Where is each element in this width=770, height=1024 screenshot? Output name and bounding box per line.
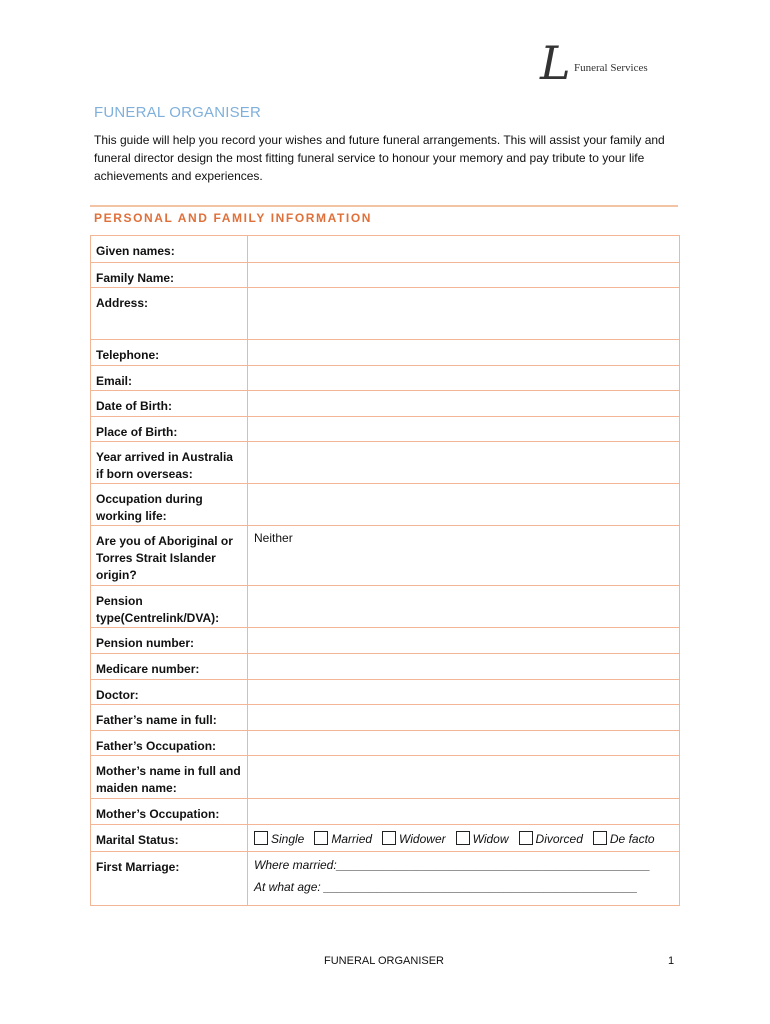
- field-label: Email:: [91, 366, 248, 391]
- given-names-field[interactable]: [248, 236, 680, 263]
- email-field[interactable]: [248, 366, 680, 391]
- table-row: [91, 484, 680, 526]
- table-row: [91, 442, 680, 484]
- place-of-birth-field[interactable]: [248, 417, 680, 442]
- pension-number-field[interactable]: [248, 628, 680, 654]
- table-row: [91, 586, 680, 628]
- field-label: Occupation during working life:: [91, 484, 248, 526]
- year-arrived-field[interactable]: [248, 442, 680, 484]
- aboriginal-origin-field[interactable]: Neither: [248, 526, 680, 586]
- field-label: Pension number:: [91, 628, 248, 654]
- doctor-field[interactable]: [248, 680, 680, 705]
- checkbox-icon[interactable]: [519, 831, 533, 845]
- footer-title: FUNERAL ORGANISER: [324, 955, 445, 967]
- field-label: Mother’s Occupation:: [91, 799, 248, 825]
- table-row: [91, 366, 680, 391]
- table-row: [91, 628, 680, 654]
- checkbox-icon[interactable]: [254, 831, 268, 845]
- marital-option-single[interactable]: Single: [254, 831, 304, 846]
- field-label: Father’s name in full:: [91, 705, 248, 731]
- field-label: Father’s Occupation:: [91, 731, 248, 756]
- field-label: First Marriage:: [91, 852, 248, 906]
- marital-option-de-facto[interactable]: De facto: [593, 831, 655, 846]
- table-row: [91, 236, 680, 263]
- mother-occupation-field[interactable]: [248, 799, 680, 825]
- father-name-field[interactable]: [248, 705, 680, 731]
- medicare-number-field[interactable]: [248, 654, 680, 680]
- marital-status-options: [248, 825, 680, 852]
- field-label: Marital Status:: [91, 825, 248, 852]
- table-row: [91, 705, 680, 731]
- field-label: Telephone:: [91, 340, 248, 366]
- family-name-field[interactable]: [248, 263, 680, 288]
- marital-option-married[interactable]: Married: [314, 831, 372, 846]
- marital-option-widower[interactable]: Widower: [382, 831, 446, 846]
- field-label: Pension type(Centrelink/DVA):: [91, 586, 248, 628]
- marital-option-widow[interactable]: Widow: [456, 831, 509, 846]
- checkbox-icon[interactable]: [593, 831, 607, 845]
- field-label: Date of Birth:: [91, 391, 248, 417]
- table-row: [91, 340, 680, 366]
- occupation-field[interactable]: [248, 484, 680, 526]
- logo-text: Funeral Services: [574, 62, 648, 74]
- logo-script-letter: L: [540, 36, 571, 90]
- field-label: Address:: [91, 288, 248, 340]
- personal-info-table: [90, 235, 680, 906]
- table-row: [91, 756, 680, 799]
- checkbox-icon[interactable]: [382, 831, 396, 845]
- table-row: [91, 526, 680, 586]
- table-row: [91, 391, 680, 417]
- pension-type-field[interactable]: [248, 586, 680, 628]
- table-row: [91, 654, 680, 680]
- funeral-services-logo: [540, 36, 680, 90]
- section-divider: [90, 205, 678, 207]
- field-label: Family Name:: [91, 263, 248, 288]
- telephone-field[interactable]: [248, 340, 680, 366]
- table-row: [91, 731, 680, 756]
- field-label: Medicare number:: [91, 654, 248, 680]
- table-row: [91, 825, 680, 852]
- table-row: [91, 852, 680, 906]
- field-label: Doctor:: [91, 680, 248, 705]
- field-label: Are you of Aboriginal or Torres Strait Islander origin?: [91, 526, 248, 586]
- marital-option-divorced[interactable]: Divorced: [519, 831, 583, 846]
- page-number: 1: [668, 955, 675, 967]
- document-title: FUNERAL ORGANISER: [94, 104, 262, 121]
- table-row: [91, 417, 680, 442]
- first-marriage-details: [248, 852, 680, 906]
- field-label: Mother’s name in full and maiden name:: [91, 756, 248, 799]
- father-occupation-field[interactable]: [248, 731, 680, 756]
- table-row: [91, 799, 680, 825]
- checkbox-icon[interactable]: [314, 831, 328, 845]
- table-row: [91, 680, 680, 705]
- date-of-birth-field[interactable]: [248, 391, 680, 417]
- field-label: Year arrived in Australia if born overseas:: [91, 442, 248, 484]
- address-field[interactable]: [248, 288, 680, 340]
- at-what-age-line[interactable]: At what age: _______________________________________________: [254, 880, 638, 894]
- checkbox-icon[interactable]: [456, 831, 470, 845]
- field-label: Given names:: [91, 236, 248, 263]
- intro-paragraph: This guide will help you record your wishes and future funeral arrangements. This will assist your family and funeral director design the most fitting funeral service to honour your memory and pay tribute to your life achievements and experiences.: [94, 133, 665, 183]
- where-married-line[interactable]: Where married:_______________________________________________: [254, 858, 651, 872]
- field-label: Place of Birth:: [91, 417, 248, 442]
- mother-name-field[interactable]: [248, 756, 680, 799]
- table-row: [91, 263, 680, 288]
- section-title: PERSONAL AND FAMILY INFORMATION: [94, 211, 373, 225]
- table-row: [91, 288, 680, 340]
